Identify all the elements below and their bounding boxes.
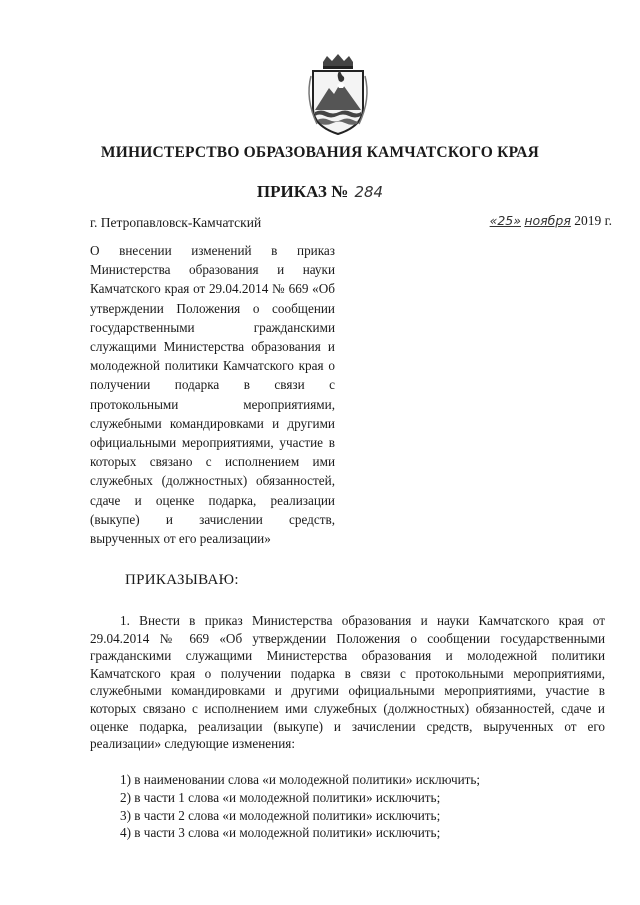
list-item: 2) в части 1 слова «и молодежной политики» исключить; (120, 789, 441, 805)
city: г. Петропавловск-Камчатский (90, 215, 262, 230)
kamchatka-coat-of-arms-icon (303, 54, 373, 138)
list-item: 3) в части 2 слова «и молодежной политики» исключить; (120, 807, 441, 823)
order-label: ПРИКАЗ № (256, 182, 349, 201)
list-item: 1) в наименовании слова «и молодежной политики» исключить; (120, 772, 481, 787)
date-month: ноября (524, 213, 571, 228)
order-subject: О внесении изменений в приказ Министерства образования и науки Камчатского края от 29.04.2014 № 669 «Об утверждении Положения о сообщении государственными гражданскими служащими Министерства образования и молодежной политики Камчатского края о получении подарка в связи с протокольными мероприятиями, служебными командировками и другими официальными мероприятиями, участие в которых связано с исполнением ими служебных (должностных) обязанностей, сдаче и оценке подарка, реализации (выкупе) и зачислении средств, вырученных от его реализации» (90, 243, 335, 547)
date-year: 2019 г. (574, 213, 612, 228)
ministry-title: МИНИСТЕРСТВО ОБРАЗОВАНИЯ КАМЧАТСКОГО КРАЯ (100, 144, 540, 161)
body-paragraph-1: 1. Внести в приказ Министерства образования и науки Камчатского края от 29.04.2014 № 669 «Об утверждении Положения о сообщении государственными гражданскими служащими Министерства образования и молодежной политики Камчатского края о получении подарка в связи с протокольными мероприятиями, служебными командировками и другими официальными мероприятиями, участие в которых связано с исполнением ими служебных (должностных) обязанностей, сдаче и оценке подарка, реализации (выкупе) и зачислении средств, вырученных от его реализации» следующие изменения: (90, 613, 605, 752)
list-item: 4) в части 3 слова «и молодежной политики» исключить; (120, 825, 441, 841)
prikazyvayu-heading: ПРИКАЗЫВАЮ: (125, 572, 239, 588)
order-title (0, 182, 640, 202)
order-number: 284 (354, 183, 384, 201)
order-date (490, 213, 612, 229)
date-day: «25» (489, 213, 521, 228)
amendment-list (120, 771, 480, 842)
